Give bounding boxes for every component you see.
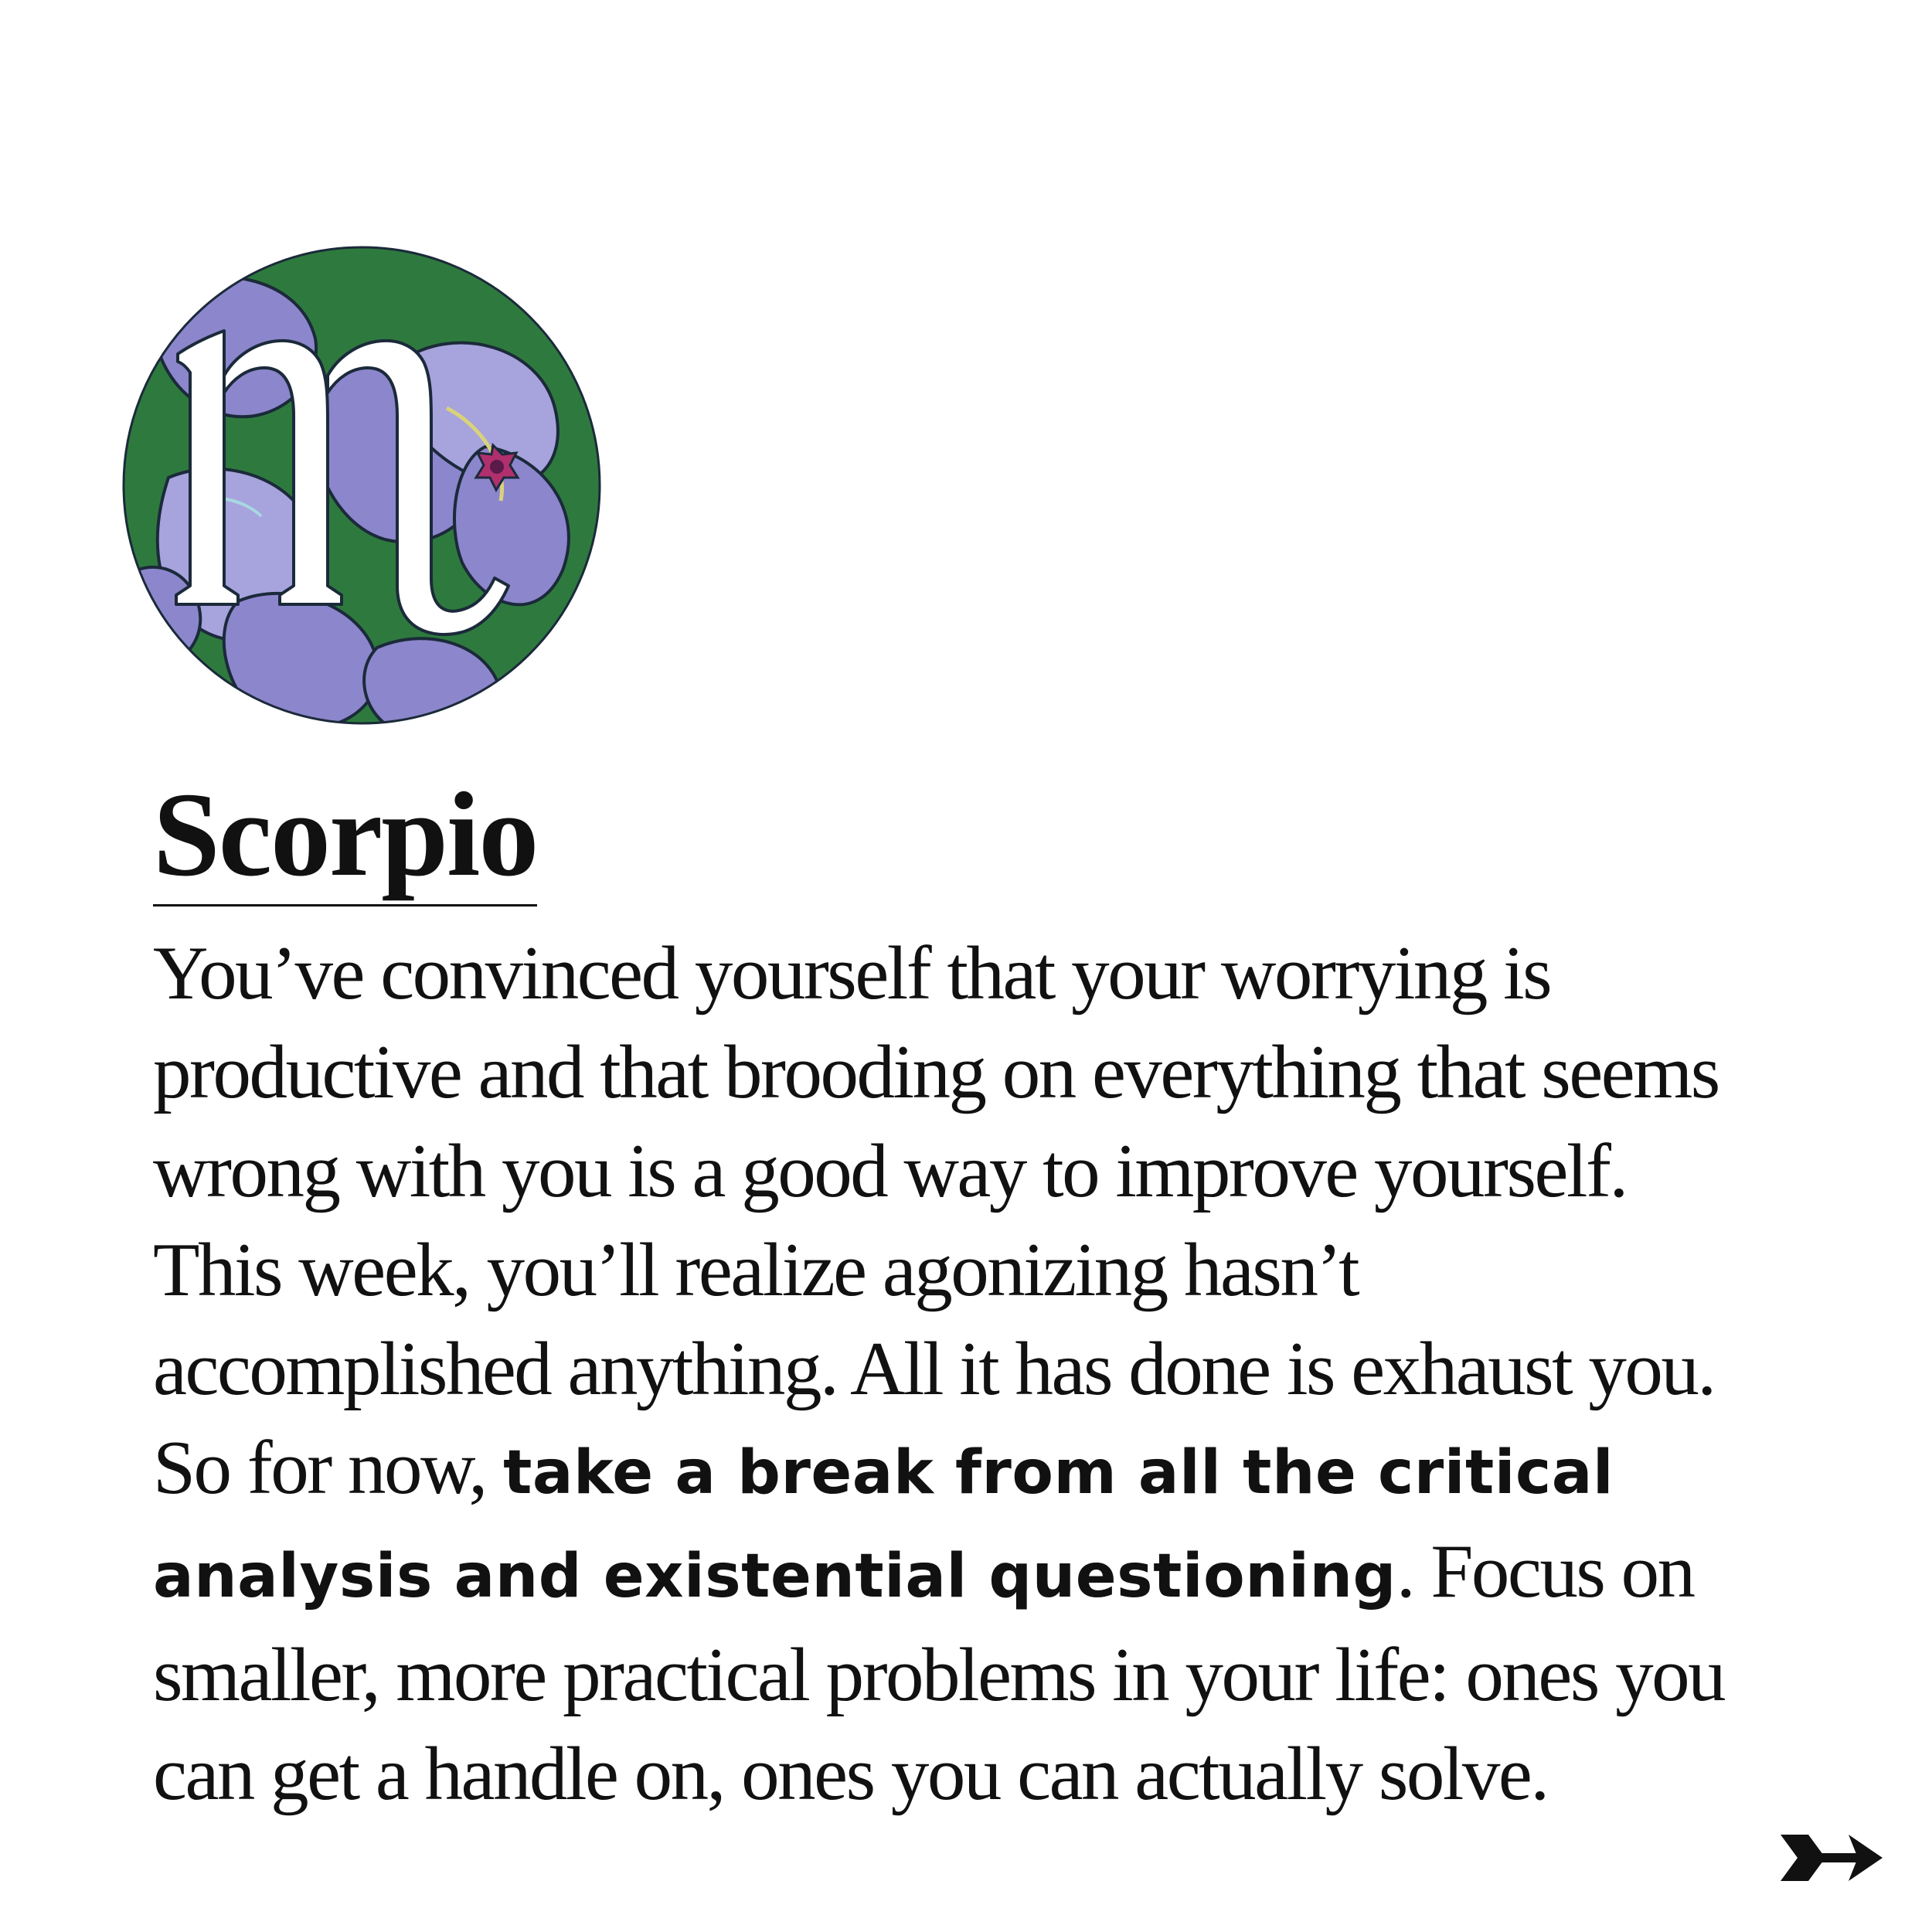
next-button[interactable] [1777, 1830, 1886, 1886]
scorpio-sign-icon [122, 246, 601, 725]
horoscope-text [153, 924, 1737, 1824]
horoscope-text-emphasis: take a break from all the critical analysis and existential questioning [153, 1438, 1614, 1611]
horoscope-text-outro: . Focus on smaller, more practical problems in your life: ones you can get a handle on, ones you can actually solve. [153, 1529, 1725, 1816]
scorpio-sign-badge [122, 246, 601, 725]
horoscope-text-intro: You’ve convinced yourself that your worrying is productive and that brooding on everything that seems wrong with you is a good way to improve yourself. This week, you’ll realize agonizing hasn’t accomplished anything. All it has done is exhaust you. So for now, [153, 931, 1719, 1510]
arrow-right-icon [1777, 1830, 1886, 1886]
sign-title: Scorpio [153, 765, 537, 906]
